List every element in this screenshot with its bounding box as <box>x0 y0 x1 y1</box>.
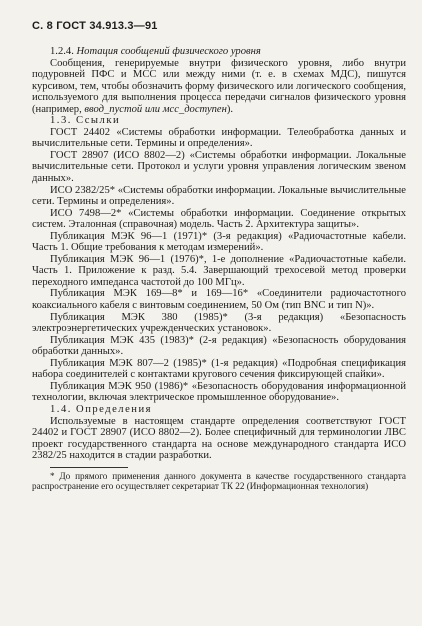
reference-item: ИСО 2382/25* «Системы обработки информации. Локальные вычислительные сети. Термины и определения». <box>32 184 406 208</box>
paragraph-text: Сообщения, генерируемые внутри физического уровня, либо внутри подуровней ПФС и МСС или между ними (т. е. в схемах МДС), пишутся курсивом, тем, чтобы обозначить форму физического или логического сообщения, используемого для выполнения процесса передачи сигналов физического уровня (например, <box>32 57 406 115</box>
example-messages: ввод_пустой или мсс_доступен <box>84 103 227 115</box>
section-1-3-heading: 1.3. Ссылки <box>50 115 121 127</box>
footnote-divider <box>50 467 128 468</box>
reference-item: Публикация МЭК 96—1 (1976)*, 1-е дополнение «Радиочастотные кабели. Часть 1. Приложение к разд. 5.4. Завершающий трехосевой метод проверки переходного импеданса частотой до 100 МГц». <box>32 253 406 288</box>
paragraph-end: ). <box>226 103 234 115</box>
section-number: 1.2.4. <box>50 46 74 57</box>
reference-item: ГОСТ 24402 «Системы обработки информации. Телеобработка данных и вычислительные сети. Термины и определения». <box>32 126 406 150</box>
reference-item: Публикация МЭК 807—2 (1985)* (1-я редакция) «Подробная спецификация набора соединителей с контактами кругового сечения фиксирующей спайки». <box>32 357 406 381</box>
definitions-paragraph: Используемые в настоящем стандарте определения соответствуют ГОСТ 24402 и ГОСТ 28907 (ИСО 8802—2). Более специфичный для терминологии ЛВС проект государственного стандарта на основе международного стандарта ИСО 2382/25 находится в стадии разработки. <box>32 415 406 462</box>
reference-item: Публикация МЭК 380 (1985)* (3-я редакция) «Безопасность электроэнергетических учрежденческих установок». <box>32 311 406 335</box>
reference-item: Публикация МЭК 435 (1983)* (2-я редакция) «Безопасность оборудования обработки данных». <box>32 334 406 358</box>
reference-item: ГОСТ 28907 (ИСО 8802—2) «Системы обработки информации. Локальные вычислительные сети. Протокол и услуги уровня управления логическим звеном данных». <box>32 149 406 185</box>
page-header: С. 8 ГОСТ 34.913.3—91 <box>32 20 158 32</box>
reference-item: ИСО 7498—2* «Системы обработки информации. Соединение открытых систем. Эталонная (справочная) модель. Часть 2. Архитектура защиты». <box>32 207 406 231</box>
reference-item: Публикация МЭК 96—1 (1971)* (3-я редакция) «Радиочастотные кабели. Часть 1. Общие требования к методам измерений». <box>32 230 406 254</box>
section-title: Нотация сообщений физического уровня <box>76 46 261 57</box>
reference-item: Публикация МЭК 169—8* и 169—16* «Соединители радиочастотного коаксиального кабеля с винтовым соединением, 50 Ом (тип BNC и тип N)». <box>32 288 406 312</box>
footnote: * До прямого применения данного документа в качестве государственного стандарта распространение его осуществляет секретариат ТК 22 (Информационная технология) <box>32 470 406 491</box>
reference-item: Публикация МЭК 950 (1986)* «Безопасность оборудования информационной технологии, включая электрическое промышленное оборудование». <box>32 380 406 404</box>
section-1-2-4-paragraph <box>32 58 406 116</box>
section-1-2-4-heading <box>32 46 406 58</box>
section-1-4-heading: 1.4. Определения <box>50 403 153 415</box>
